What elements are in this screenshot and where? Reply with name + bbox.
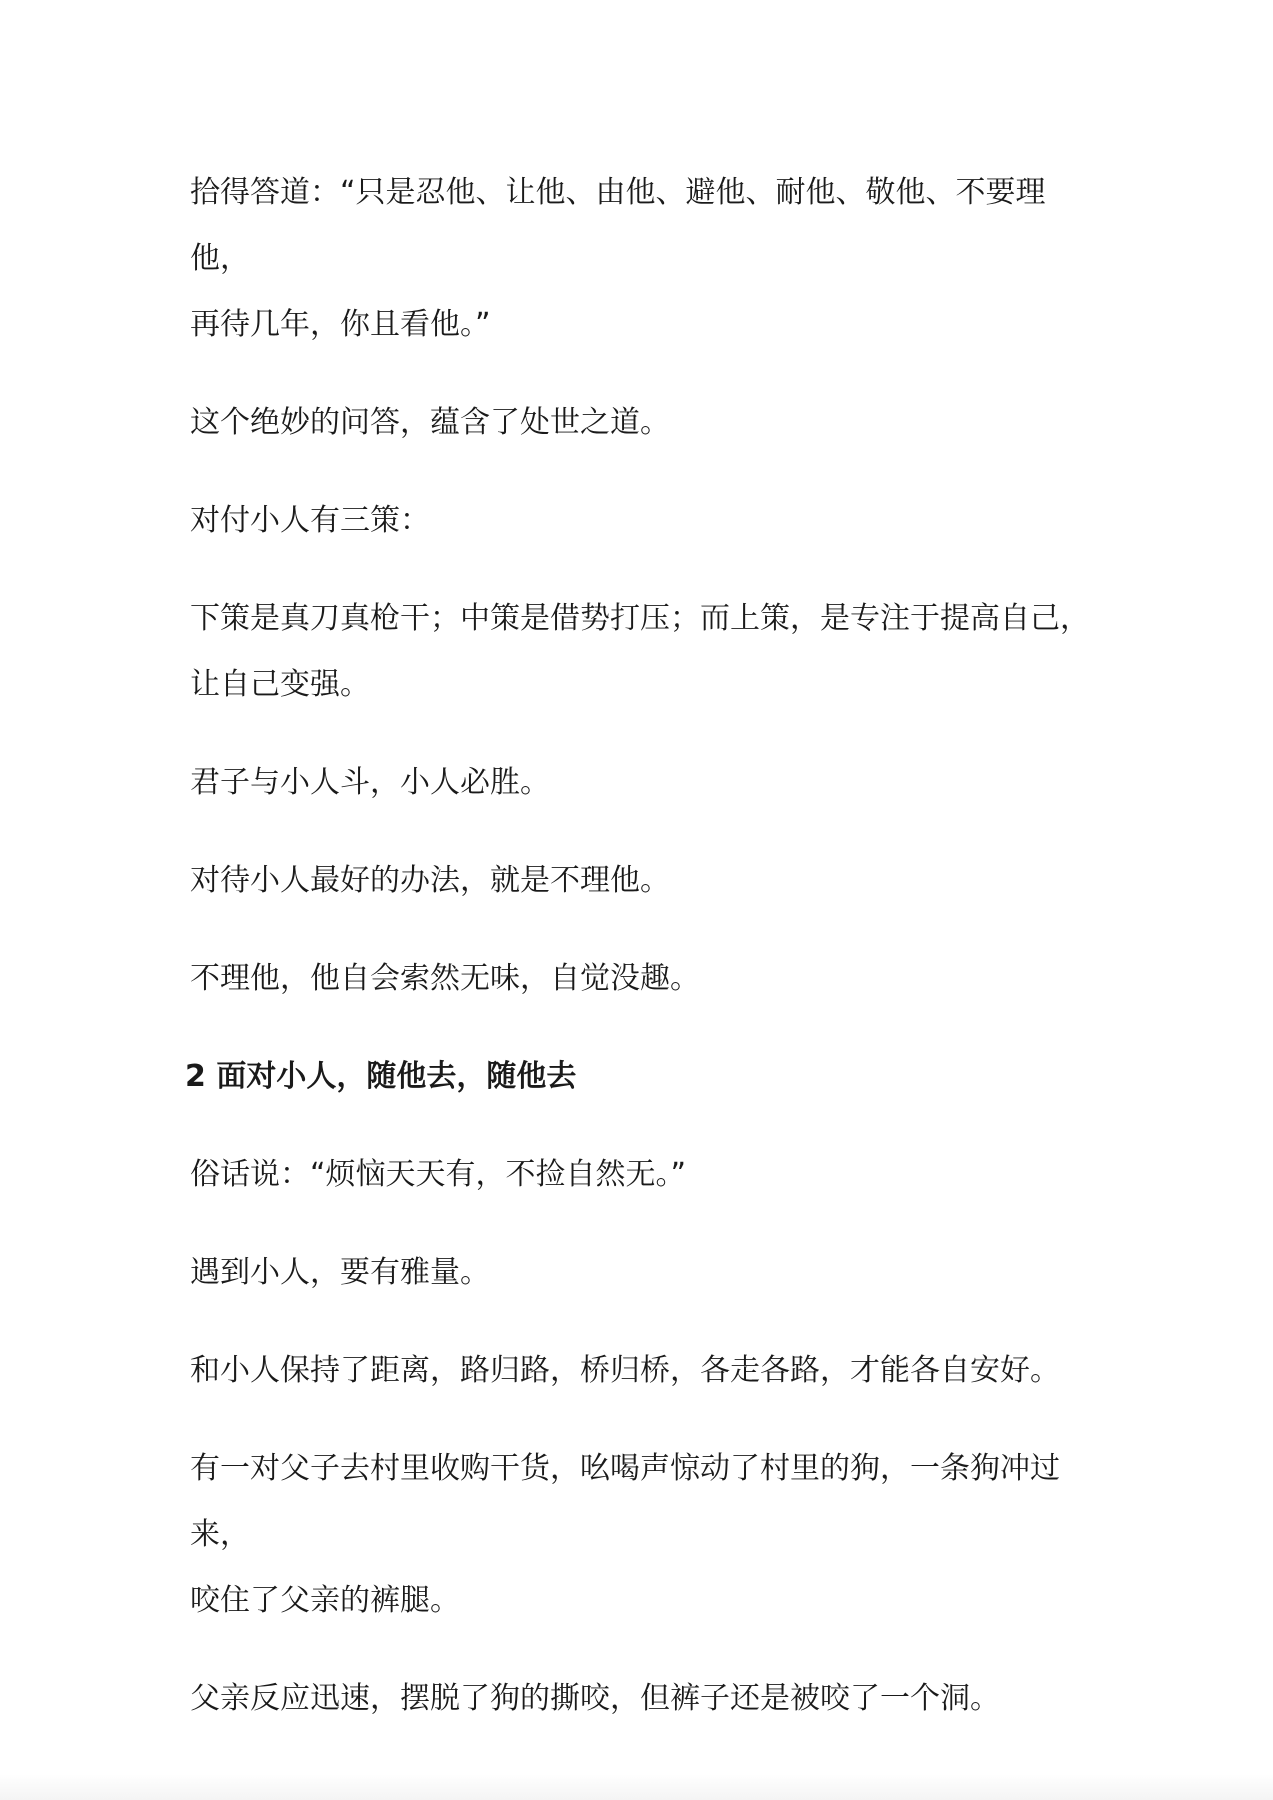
paragraph-3-line-1: 对付小人有三策： (190, 503, 430, 538)
paragraph-2-line-1: 这个绝妙的问答，蕴含了处世之道。 (190, 405, 670, 440)
paragraph-5 (190, 750, 1090, 816)
page-bottom-edge (0, 1774, 1273, 1800)
paragraph-9-line-1: 遇到小人，要有雅量。 (190, 1255, 490, 1290)
paragraph-12-line-1: 父亲反应迅速，摆脱了狗的撕咬，但裤子还是被咬了一个洞。 (190, 1681, 1000, 1716)
paragraph-7 (190, 946, 1090, 1012)
paragraph-2 (190, 390, 1090, 456)
paragraph-10 (190, 1338, 1090, 1404)
paragraph-4-line-2: 让自己变强。 (190, 667, 370, 702)
paragraph-12 (190, 1666, 1090, 1732)
paragraph-11 (190, 1436, 1090, 1634)
paragraph-5-line-1: 君子与小人斗，小人必胜。 (190, 765, 550, 800)
paragraph-8 (190, 1142, 1090, 1208)
section-heading-text: 2 面对小人，随他去，随他去 (185, 1059, 577, 1094)
paragraph-9 (190, 1240, 1090, 1306)
article-body (185, 160, 1090, 1764)
paragraph-11-line-2: 咬住了父亲的裤腿。 (190, 1583, 460, 1618)
paragraph-8-line-1: 俗话说：“烦恼天天有，不捡自然无。” (190, 1157, 687, 1192)
section-heading (185, 1044, 1090, 1110)
paragraph-6-line-1: 对待小人最好的办法，就是不理他。 (190, 863, 670, 898)
paragraph-1-line-2: 再待几年，你且看他。” (190, 307, 491, 342)
paragraph-10-line-1: 和小人保持了距离，路归路，桥归桥，各走各路，才能各自安好。 (190, 1353, 1060, 1388)
paragraph-3 (190, 488, 1090, 554)
paragraph-4-line-1: 下策是真刀真枪干；中策是借势打压；而上策，是专注于提高自己， (190, 601, 1090, 636)
paragraph-1-line-1: 拾得答道：“只是忍他、让他、由他、避他、耐他、敬他、不要理他， (190, 175, 1046, 276)
paragraph-7-line-1: 不理他，他自会索然无味，自觉没趣。 (190, 961, 700, 996)
paragraph-6 (190, 848, 1090, 914)
paragraph-1 (190, 160, 1090, 358)
paragraph-4 (190, 586, 1090, 718)
paragraph-11-line-1: 有一对父子去村里收购干货，吆喝声惊动了村里的狗，一条狗冲过来， (190, 1451, 1060, 1552)
